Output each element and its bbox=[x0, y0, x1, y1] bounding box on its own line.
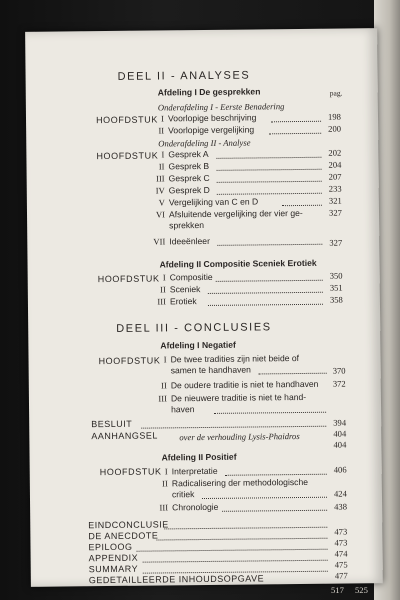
eindconclusie-page: 473 bbox=[334, 526, 348, 537]
entry-num: II bbox=[158, 125, 165, 136]
afdeling-i-heading: Afdeling I De gesprekken bbox=[157, 86, 261, 98]
anecdote-label: DE ANECDOTE bbox=[88, 530, 159, 542]
hoofdstuk-label: HOOFDSTUK bbox=[96, 150, 159, 162]
entry-text: Gesprek D bbox=[168, 184, 210, 196]
dot-leader bbox=[164, 527, 327, 530]
aanhangsel-label: AANHANGSEL bbox=[91, 430, 158, 442]
appendix-page: 475 bbox=[334, 559, 348, 570]
final-page-a: 517 bbox=[331, 585, 344, 595]
dot-leader bbox=[202, 497, 327, 499]
dot-leader bbox=[222, 510, 327, 512]
dot-leader bbox=[282, 205, 322, 206]
entry-text-continued: critiek bbox=[171, 489, 195, 500]
entry-page: 351 bbox=[329, 282, 343, 293]
afdeling-ii-heading: Afdeling II Compositie Sceniek Erotiek bbox=[159, 257, 317, 270]
entry-page: 370 bbox=[332, 365, 346, 376]
entry-num: II bbox=[162, 478, 168, 489]
onderafdeling-ii-heading: Onderafdeling II - Analyse bbox=[158, 137, 251, 149]
entry-num: I bbox=[162, 272, 166, 283]
book-page bbox=[25, 28, 383, 587]
entry-page: 198 bbox=[327, 111, 341, 122]
entry-num: I bbox=[163, 354, 167, 365]
dot-leader bbox=[143, 560, 328, 563]
afdeling-ii-positief-heading: Afdeling II Positief bbox=[161, 451, 237, 463]
appendix-label: APPENDIX bbox=[88, 552, 139, 564]
deel-iii-title: DEEL III - CONCLUSIES bbox=[116, 321, 272, 335]
entry-text-continued: haven bbox=[171, 404, 195, 415]
entry-text: Gesprek B bbox=[168, 160, 210, 172]
entry-page: 202 bbox=[328, 147, 342, 158]
hoofdstuk-label: HOOFDSTUK bbox=[95, 114, 158, 126]
entry-page: 233 bbox=[328, 183, 342, 194]
besluit-page: 404 bbox=[333, 428, 347, 439]
entry-page: 394 bbox=[333, 417, 347, 428]
hoofdstuk-label: HOOFDSTUK bbox=[98, 355, 161, 367]
entry-page: 372 bbox=[332, 378, 346, 389]
dot-leader bbox=[271, 121, 321, 123]
entry-text: Compositie bbox=[169, 271, 213, 283]
dot-leader bbox=[217, 181, 322, 183]
entry-text: Interpretatie bbox=[171, 465, 218, 477]
entry-num: II bbox=[160, 284, 166, 295]
entry-text: Gesprek C bbox=[168, 172, 210, 184]
dot-leader bbox=[216, 280, 323, 282]
entry-text: Radicalisering der methodologische bbox=[171, 476, 309, 489]
eindconclusie-label: EINDCONCLUSIE bbox=[88, 519, 169, 531]
entry-page: 321 bbox=[328, 195, 342, 206]
entry-page: 327 bbox=[329, 237, 343, 248]
onderafdeling-i-heading: Onderafdeling I - Eerste Benadering bbox=[157, 101, 285, 113]
entry-text: Ideeënleer bbox=[169, 235, 210, 247]
dot-leader bbox=[217, 244, 322, 246]
aanhangsel-page: 404 bbox=[333, 439, 347, 450]
dot-leader bbox=[216, 157, 321, 159]
dot-leader bbox=[156, 538, 327, 541]
aanhangsel-text: over de verhouding Lysis-Phaidros bbox=[179, 431, 300, 443]
entry-page: 350 bbox=[329, 270, 343, 281]
deel-ii-title: DEEL II - ANALYSES bbox=[117, 69, 251, 83]
dot-leader bbox=[141, 426, 326, 429]
dot-leader bbox=[217, 193, 322, 195]
entry-text-continued: samen te handhaven bbox=[170, 364, 251, 376]
hoofdstuk-label: HOOFDSTUK bbox=[97, 273, 160, 285]
entry-num: III bbox=[157, 296, 166, 307]
dot-leader bbox=[208, 304, 323, 306]
entry-page: 406 bbox=[333, 464, 347, 475]
summary-label: SUMMARY bbox=[88, 563, 139, 575]
entry-text: Erotiek bbox=[169, 296, 197, 307]
dot-leader bbox=[214, 412, 326, 414]
gedetailleerde-inhoudsopgave-label: GEDETAILLEERDE INHOUDSOPGAVE bbox=[88, 573, 265, 586]
entry-num: III bbox=[159, 502, 169, 513]
entry-page: 207 bbox=[328, 171, 342, 182]
dot-leader bbox=[137, 549, 328, 552]
entry-text-continued: sprekken bbox=[169, 219, 205, 231]
entry-text: Voorlopige vergelijking bbox=[168, 124, 255, 136]
entry-page: 327 bbox=[328, 207, 342, 218]
entry-text: Afsluitende vergelijking der vier ge- bbox=[168, 207, 303, 220]
anecdote-page: 473 bbox=[334, 537, 348, 548]
dot-leader bbox=[225, 474, 327, 476]
entry-num: III bbox=[156, 173, 165, 184]
entry-page: 200 bbox=[328, 123, 342, 134]
entry-page: 358 bbox=[329, 294, 343, 305]
entry-num: VI bbox=[155, 209, 166, 220]
entry-text: Vergelijking van C en D bbox=[168, 196, 259, 208]
entry-num: I bbox=[161, 149, 165, 160]
entry-num: IV bbox=[155, 185, 165, 196]
summary-page: 477 bbox=[334, 570, 348, 581]
hoofdstuk-label: HOOFDSTUK bbox=[99, 466, 162, 478]
epiloog-page: 474 bbox=[334, 548, 348, 559]
dot-leader bbox=[217, 169, 322, 171]
entry-text: De nieuwere traditie is niet te hand- bbox=[170, 391, 307, 404]
entry-text: Sceniek bbox=[169, 284, 201, 295]
entry-num: II bbox=[161, 380, 167, 391]
entry-num: VII bbox=[153, 236, 166, 247]
afdeling-i-negatief-heading: Afdeling I Negatief bbox=[160, 339, 236, 351]
entry-text: De twee tradities zijn niet beide of bbox=[170, 353, 300, 365]
final-page-b: 525 bbox=[355, 585, 368, 595]
entry-num: II bbox=[158, 161, 165, 172]
entry-text: Chronologie bbox=[172, 501, 219, 513]
entry-page: 204 bbox=[328, 159, 342, 170]
entry-text: Voorlopige beschrijving bbox=[167, 112, 257, 124]
entry-num: III bbox=[158, 393, 168, 404]
epiloog-label: EPILOOG bbox=[88, 541, 133, 553]
entry-num: I bbox=[161, 113, 165, 124]
entry-text: Gesprek A bbox=[168, 148, 209, 160]
dot-leader bbox=[208, 292, 323, 294]
dot-leader bbox=[259, 373, 327, 375]
entry-num: V bbox=[158, 197, 165, 208]
entry-text: De oudere traditie is niet te handhaven bbox=[170, 378, 319, 391]
entry-page: 424 bbox=[333, 488, 347, 499]
besluit-label: BESLUIT bbox=[91, 418, 133, 430]
dot-leader bbox=[269, 133, 321, 135]
pag-label: pag. bbox=[329, 88, 343, 98]
entry-page: 438 bbox=[334, 501, 348, 512]
entry-num: I bbox=[164, 466, 168, 477]
